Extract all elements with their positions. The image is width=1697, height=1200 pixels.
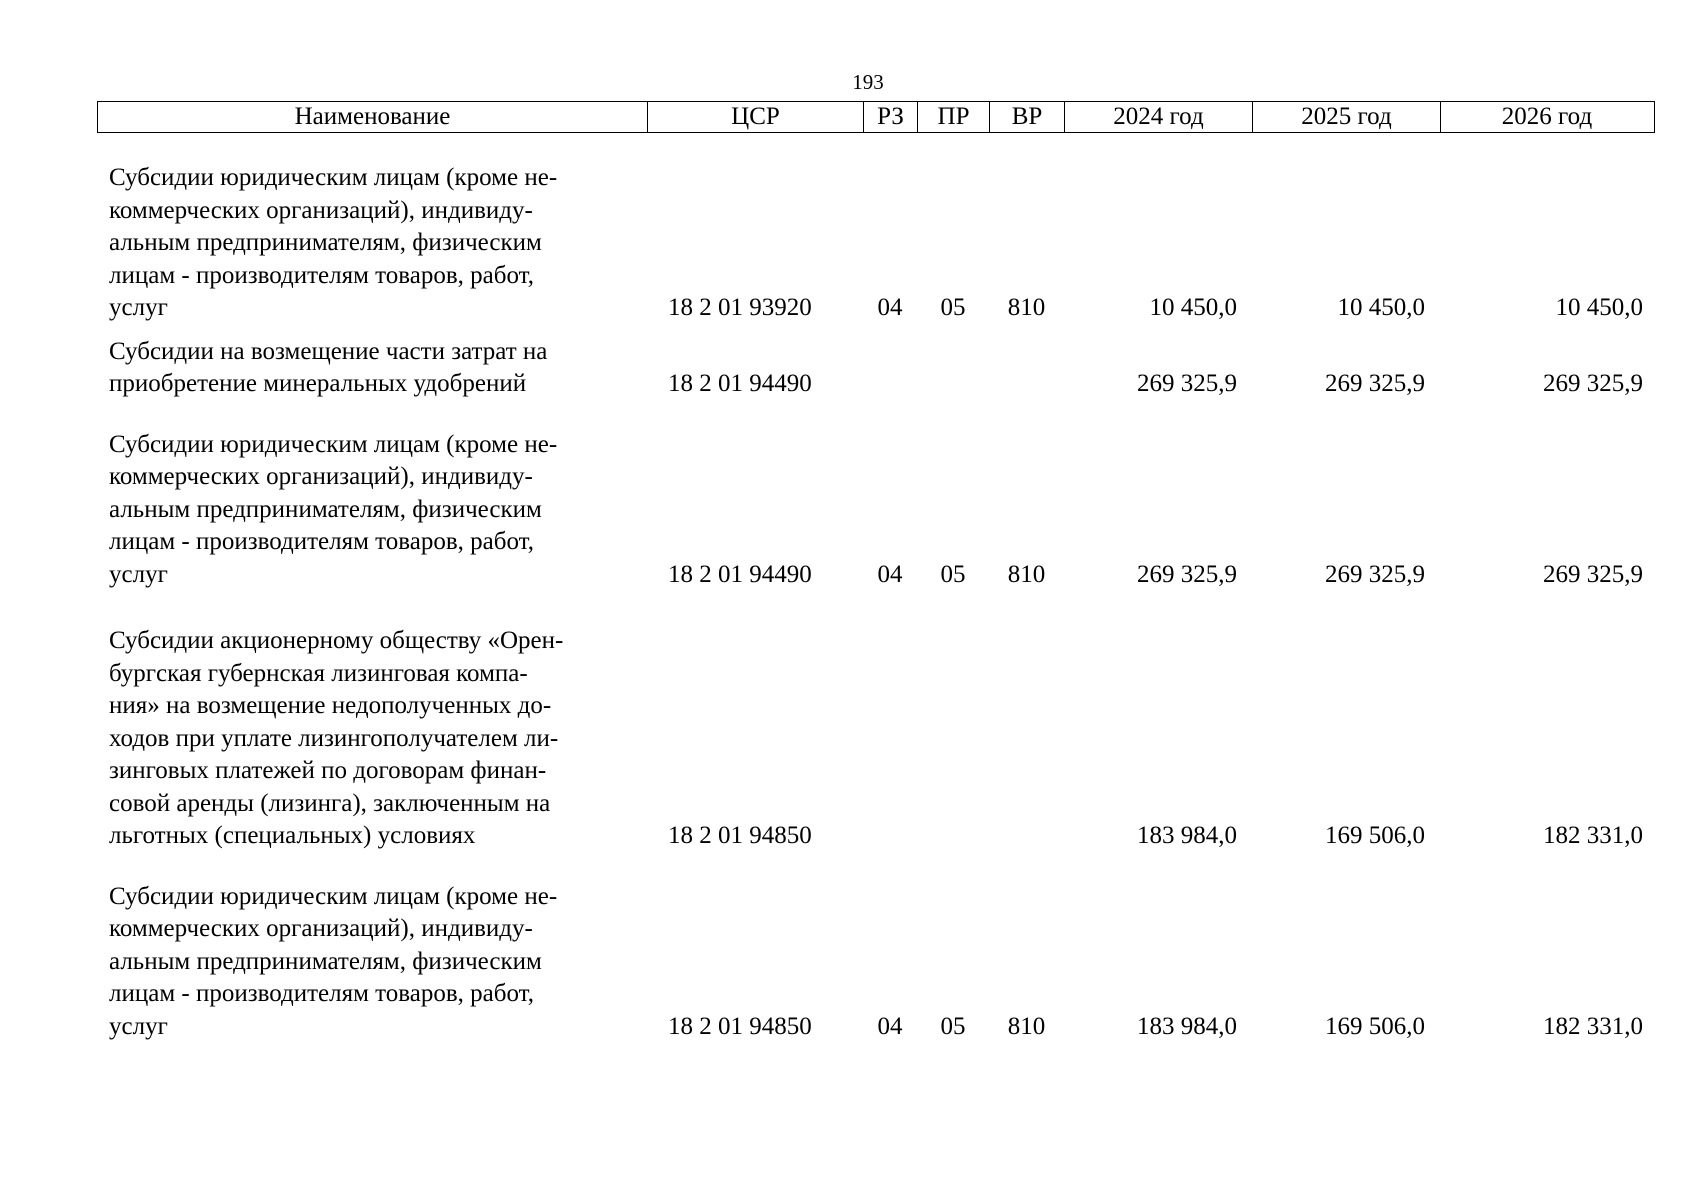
name-line: лицам - производителям товаров, работ, — [109, 261, 534, 289]
row-2024: 269 325,9 — [1137, 370, 1237, 397]
row-name — [97, 429, 647, 592]
table-row — [97, 625, 1655, 853]
header-name: Наименование — [98, 102, 648, 132]
row-2026: 10 450,0 — [1555, 294, 1643, 321]
name-line: услуг — [109, 560, 168, 588]
name-line: ходов при уплате лизингополучателем ли- — [109, 724, 559, 752]
name-line: альным предпринимателям, физическим — [109, 495, 542, 523]
name-line: льготных (специальных) условиях — [109, 822, 476, 849]
name-line: бургская губернская лизинговая компа- — [109, 659, 528, 687]
name-line: услуг — [109, 1012, 168, 1040]
row-pr: 05 — [940, 560, 966, 588]
row-2024: 10 450,0 — [1149, 294, 1237, 321]
row-2025: 269 325,9 — [1325, 560, 1425, 588]
row-2026: 182 331,0 — [1543, 1012, 1643, 1040]
row-csr: 18 2 01 94490 — [668, 560, 812, 588]
header-2026: 2026 год — [1501, 103, 1593, 130]
row-pr: 05 — [940, 1012, 966, 1040]
name-line: совой аренды (лизинга), заключенным на — [109, 789, 551, 817]
row-rz: 04 — [877, 1012, 903, 1040]
row-2025: 169 506,0 — [1325, 822, 1425, 849]
table-row — [97, 336, 1655, 401]
row-2025: 169 506,0 — [1325, 1012, 1425, 1040]
row-vr: 810 — [1007, 560, 1046, 588]
name-line: зинговых платежей по договорам финан- — [109, 757, 547, 784]
row-pr: 05 — [940, 294, 966, 321]
table-row — [97, 162, 1655, 325]
name-line: Субсидии на возмещение части затрат на — [109, 337, 548, 365]
row-rz: 04 — [877, 560, 903, 588]
row-vr: 810 — [1007, 294, 1046, 321]
header-pr: ПР — [918, 102, 990, 132]
row-2024: 183 984,0 — [1137, 822, 1237, 849]
header-2024: 2024 год — [1065, 102, 1253, 132]
header-rz: РЗ — [864, 102, 918, 132]
name-line: приобретение минеральных удобрений — [109, 370, 527, 397]
row-name — [97, 336, 647, 401]
page-number: 193 — [852, 70, 884, 94]
row-csr: 18 2 01 94850 — [668, 822, 812, 849]
table-row — [97, 881, 1655, 1044]
row-name — [97, 881, 647, 1044]
row-vr: 810 — [1007, 1012, 1046, 1040]
name-line: лицам - производителям товаров, работ, — [109, 980, 534, 1007]
row-2025: 269 325,9 — [1325, 370, 1425, 397]
name-line: Субсидии юридическим лицам (кроме не- — [109, 882, 558, 910]
row-rz: 04 — [877, 294, 903, 321]
row-name — [97, 625, 647, 853]
row-csr: 18 2 01 94490 — [668, 370, 812, 397]
row-name — [97, 162, 647, 325]
table-body — [97, 133, 1655, 1043]
row-2024: 269 325,9 — [1137, 560, 1237, 588]
row-csr: 18 2 01 93920 — [668, 294, 812, 321]
name-line: альным предпринимателям, физическим — [109, 229, 542, 256]
name-line: Субсидии юридическим лицам (кроме не- — [109, 430, 558, 458]
row-2026: 269 325,9 — [1543, 370, 1643, 397]
header-2025: 2025 год — [1253, 102, 1441, 132]
name-line: Субсидии акционерному обществу «Орен- — [109, 627, 564, 654]
name-line: услуг — [109, 294, 168, 321]
row-2024: 183 984,0 — [1137, 1012, 1237, 1040]
name-line: альным предпринимателям, физическим — [109, 947, 542, 975]
table-header — [97, 101, 1655, 133]
name-line: Субсидии юридическим лицам (кроме не- — [109, 164, 558, 191]
table-row — [97, 429, 1655, 592]
name-line: коммерческих организаций), индивиду- — [109, 915, 533, 942]
row-2026: 182 331,0 — [1543, 822, 1643, 849]
name-line: коммерческих организаций), индивиду- — [109, 463, 533, 490]
header-vr: ВР — [990, 102, 1065, 132]
row-2026: 269 325,9 — [1543, 560, 1643, 588]
row-2025: 10 450,0 — [1337, 294, 1425, 321]
header-csr: ЦСР — [648, 102, 864, 132]
name-line: ния» на возмещение недополученных до- — [109, 692, 552, 719]
name-line: коммерческих организаций), индивиду- — [109, 196, 533, 224]
name-line: лицам - производителям товаров, работ, — [109, 528, 534, 555]
row-csr: 18 2 01 94850 — [668, 1012, 812, 1040]
